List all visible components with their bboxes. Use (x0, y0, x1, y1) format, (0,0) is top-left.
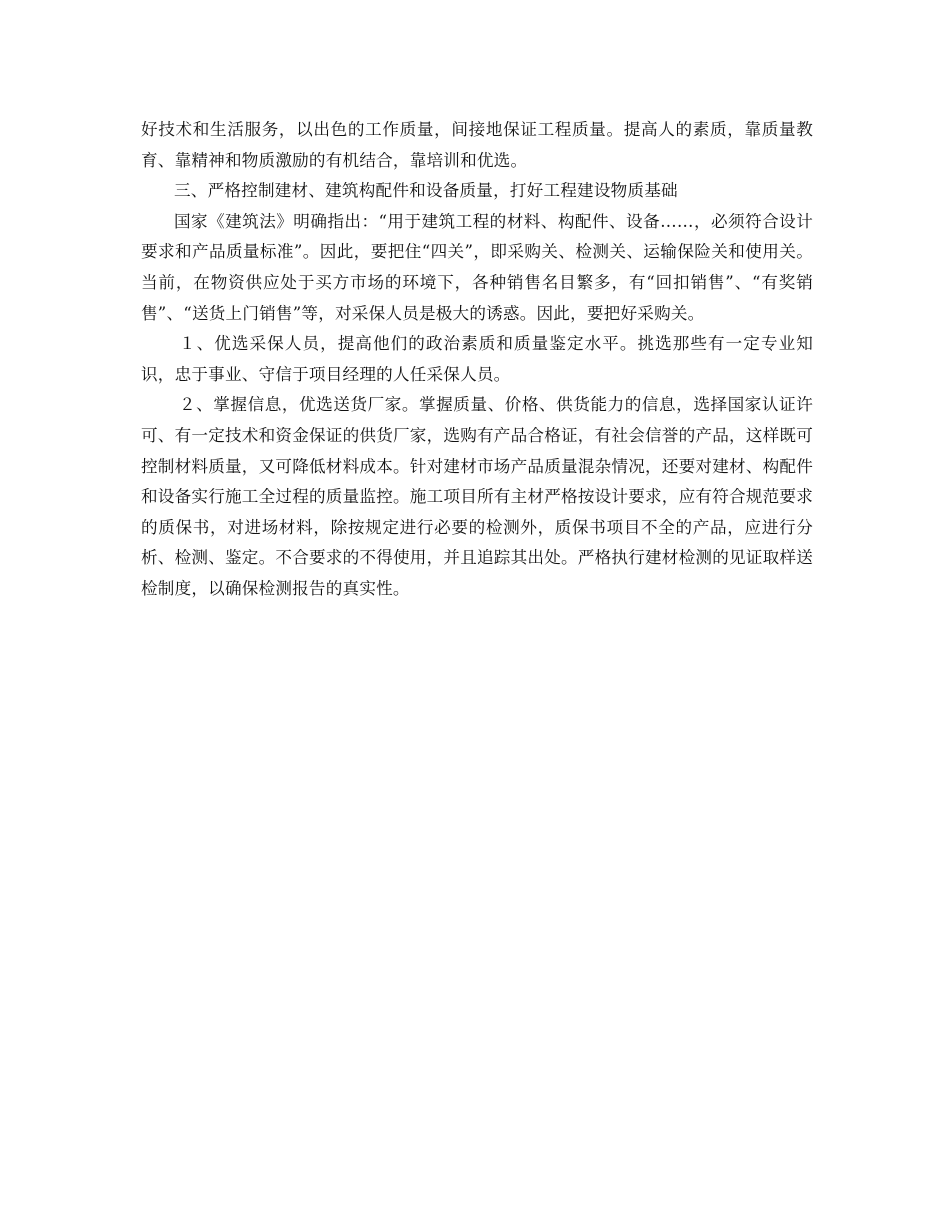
paragraph-construction-law: 国家《建筑法》明确指出：“用于建筑工程的材料、构配件、设备……，必须符合设计要求和产品质量标准”。因此，要把住“四关”，即采购关、检测关、运输保险关和使用关。当前，在物资供应处于买方市场的环境下，各种销售名目繁多，有“回扣销售”、“有奖销售”、“送货上门销售”等，对采保人员是极大的诱惑。因此，要把好采购关。 (141, 211, 813, 323)
document-body (141, 115, 813, 605)
list-item-one: １、优选采保人员，提高他们的政治素质和质量鉴定水平。挑选那些有一定专业知识，忠于事业、守信于项目经理的人任采保人员。 (141, 334, 813, 384)
section-heading-three: 三、严格控制建材、建筑构配件和设备质量，打好工程建设物质基础 (174, 181, 678, 201)
list-item-two: ２、掌握信息，优选送货厂家。掌握质量、价格、供货能力的信息，选择国家认证许可、有一定技术和资金保证的供货厂家，选购有产品合格证，有社会信誉的产品，这样既可控制材料质量，又可降低材料成本。针对建材市场产品质量混杂情况，还要对建材、构配件和设备实行施工全过程的质量监控。施工项目所有主材严格按设计要求，应有符合规范要求的质保书，对进场材料，除按规定进行必要的检测外，质保书项目不全的产品，应进行分析、检测、鉴定。不合要求的不得使用，并且追踪其出处。严格执行建材检测的见证取样送检制度，以确保检测报告的真实性。 (141, 395, 813, 598)
paragraph-continuation: 好技术和生活服务，以出色的工作质量，间接地保证工程质量。提高人的素质，靠质量教育、靠精神和物质激励的有机结合，靠培训和优选。 (141, 120, 813, 170)
